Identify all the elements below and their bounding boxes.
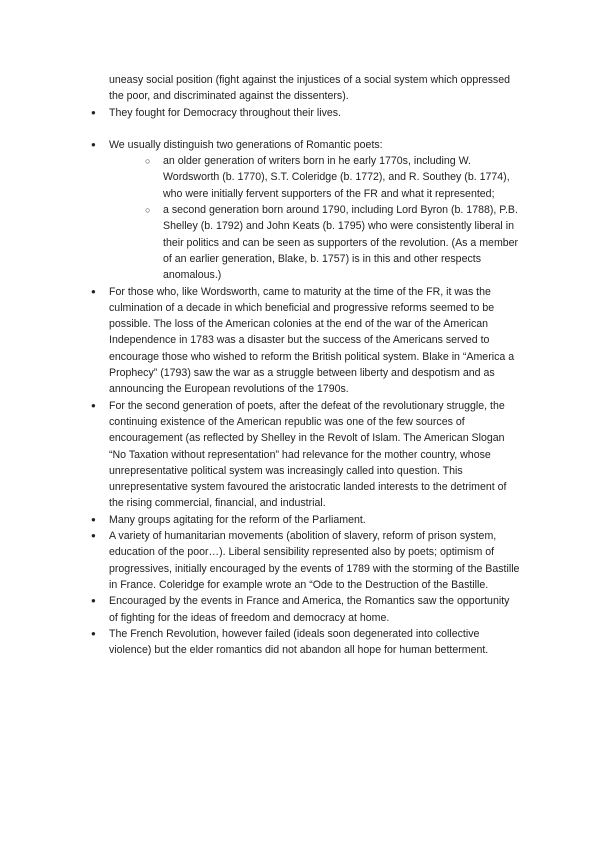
bullet-humanitarian-movements: ● A variety of humanitarian movements (abolition of slavery, reform of prison system, education of the poor…). Liberal sensibility represented also by poets; optimism of progressives, initially encouraged by the events of 1789 with the storming of the Bastille in France. Coleridge for example wrote an “Ode to the Destruction of the Bastille. [91,528,521,593]
bullet-parliament-reform: ● Many groups agitating for the reform of the Parliament. [91,512,521,528]
bullet-second-generation-poets: ● For the second generation of poets, after the defeat of the revolutionary struggle, the continuing existence of the American republic was one of the few sources of encouragement (as reflected by Shelley in the Revolt of Islam. The American Slogan “No Taxation without representation” had relevance for the mother country, whose unrepresentative political system was increasingly called into question. This unrepresentative system favoured the aristocratic landed interests to the detriment of the rising commercial, financial, and industrial. [91,398,521,512]
sub-bullet-list [109,153,521,283]
sub-bullet-second-generation: ○ a second generation born around 1790, including Lord Byron (b. 1788), P.B. Shelley (b. 1792) and John Keats (b. 1795) who were consistently liberal in their politics and can be seen as supporters of the revolution. (As a member of an earlier generation, Blake, b. 1757) is in this and other respects anomalous.) [109,202,521,283]
continued-paragraph: uneasy social position (fight against the injustices of a social system which oppressed the poor, and discriminated against the dissenters). [109,74,511,103]
bullet-french-revolution: ● The French Revolution, however failed (ideals soon degenerated into collective violence) but the elder romantics did not abandon all hope for human betterment. [91,626,521,659]
bullet-wordsworth-fr: ● For those who, like Wordsworth, came to maturity at the time of the FR, it was the culmination of a decade in which beneficial and progressive reforms seemed to be possible. The loss of the American colonies at the end of the war of the American Independence in 1783 was a disaster but the success of the Americans served to encourage those who wished to reform the British political system. Blake in “America a Prophecy” (1793) saw the war as a struggle between liberty and despotism and as announcing the European revolutions of the 1790s. [91,284,521,398]
bullet-list [91,105,521,659]
document-body [91,72,521,658]
bullet-democracy: ● They fought for Democracy throughout their lives. [91,105,521,121]
bullet-two-generations [91,137,521,284]
bullet-france-america: ● Encouraged by the events in France and America, the Romantics saw the opportunity of fighting for the ideas of freedom and democracy at home. [91,593,521,626]
bullet-two-generations-text: We usually distinguish two generations of Romantic poets: [109,138,383,151]
sub-bullet-older-generation: ○ an older generation of writers born in he early 1770s, including W. Wordsworth (b. 1770), S.T. Coleridge (b. 1772), and R. Southey (b. 1774), who were initially fervent supporters of the FR and what it represented; [109,153,521,202]
